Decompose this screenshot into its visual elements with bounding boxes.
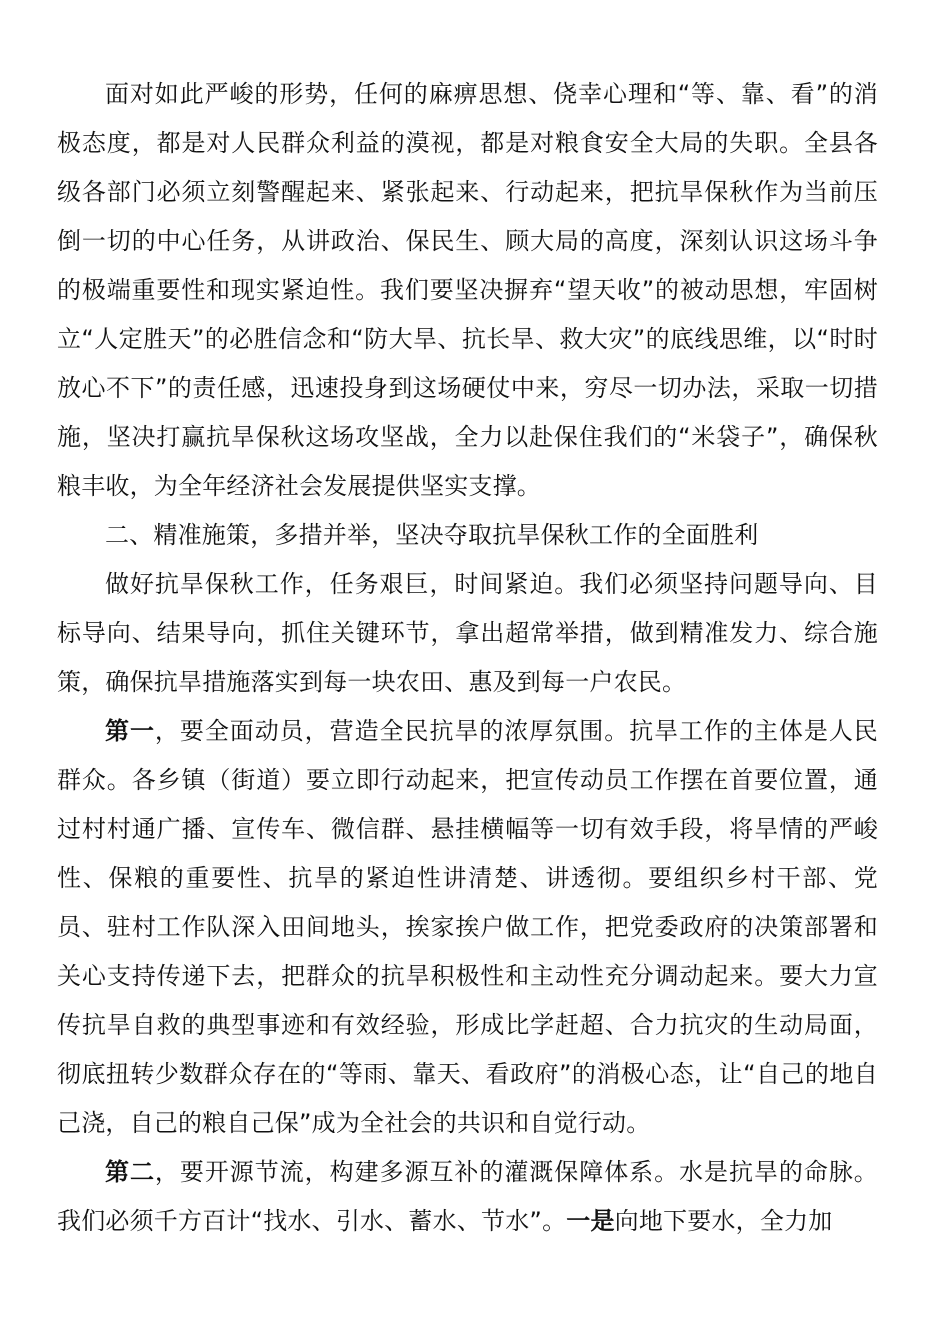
paragraph-1: 面对如此严峻的形势，任何的麻痹思想、侥幸心理和“等、靠、看”的消极态度，都是对人民群众利益的漠视，都是对粮食安全大局的失职。全县各级各部门必须立刻警醒起来、紧张起来、行动起来，把抗旱保秋作为当前压倒一切的中心任务，从讲政治、保民生、顾大局的高度，深刻认识这场斗争的极端重要性和现实紧迫性。我们要坚决摒弃“望天收”的被动思想，牢固树立“人定胜天”的必胜信念和“防大旱、抗长旱、救大灾”的底线思维，以“时时放心不下”的责任感，迅速投身到这场硬仗中来，穷尽一切办法，采取一切措施，坚决打赢抗旱保秋这场攻坚战，全力以赴保住我们的“米袋子”，确保秋粮丰收，为全年经济社会发展提供坚实支撑。 <box>57 80 878 500</box>
paragraph-3-body: ，要全面动员，营造全民抗旱的浓厚氛围。抗旱工作的主体是人民群众。各乡镇（街道）要立即行动起来，把宣传动员工作摆在首要位置，通过村村通广播、宣传车、微信群、悬挂横幅等一切有效手段，将旱情的严峻性、保粮的重要性、抗旱的紧迫性讲清楚、讲透彻。要组织乡村干部、党员、驻村工作队深入田间地头，挨家挨户做工作，把党委政府的决策部署和关心支持传递下去，把群众的抗旱积极性和主动性充分调动起来。要大力宣传抗旱自救的典型事迹和有效经验，形成比学赶超、合力抗灾的生动局面，彻底扭转少数群众存在的“等雨、靠天、看政府”的消极心态，让“自己的地自己浇，自己的粮自己保”成为全社会的共识和自觉行动。 <box>57 717 878 1137</box>
paragraph-4-body: ，要开源节流，构建多源互补的灌溉保障体系。水是抗旱的命脉。我们必须千方百计“找水、引水、蓄水、节水”。 <box>57 1158 878 1235</box>
section-heading-2: 二、精准施策，多措并举，坚决夺取抗旱保秋工作的全面胜利 <box>105 521 759 549</box>
paragraph-4-lead: 第二 <box>105 1158 155 1186</box>
paragraph-4-lead-2: 一是 <box>566 1207 615 1235</box>
paragraph-2: 做好抗旱保秋工作，任务艰巨，时间紧迫。我们必须坚持问题导向、目标导向、结果导向，抓住关键环节，拿出超常举措，做到精准发力、综合施策，确保抗旱措施落实到每一块农田、惠及到每一户农民。 <box>57 570 878 696</box>
document-page <box>57 70 878 1246</box>
paragraph-3 <box>57 707 878 1148</box>
paragraph-4 <box>57 1148 878 1246</box>
paragraph-4-tail: 向地下要水，全力加 <box>614 1207 833 1235</box>
paragraph-3-lead: 第一 <box>105 717 155 745</box>
